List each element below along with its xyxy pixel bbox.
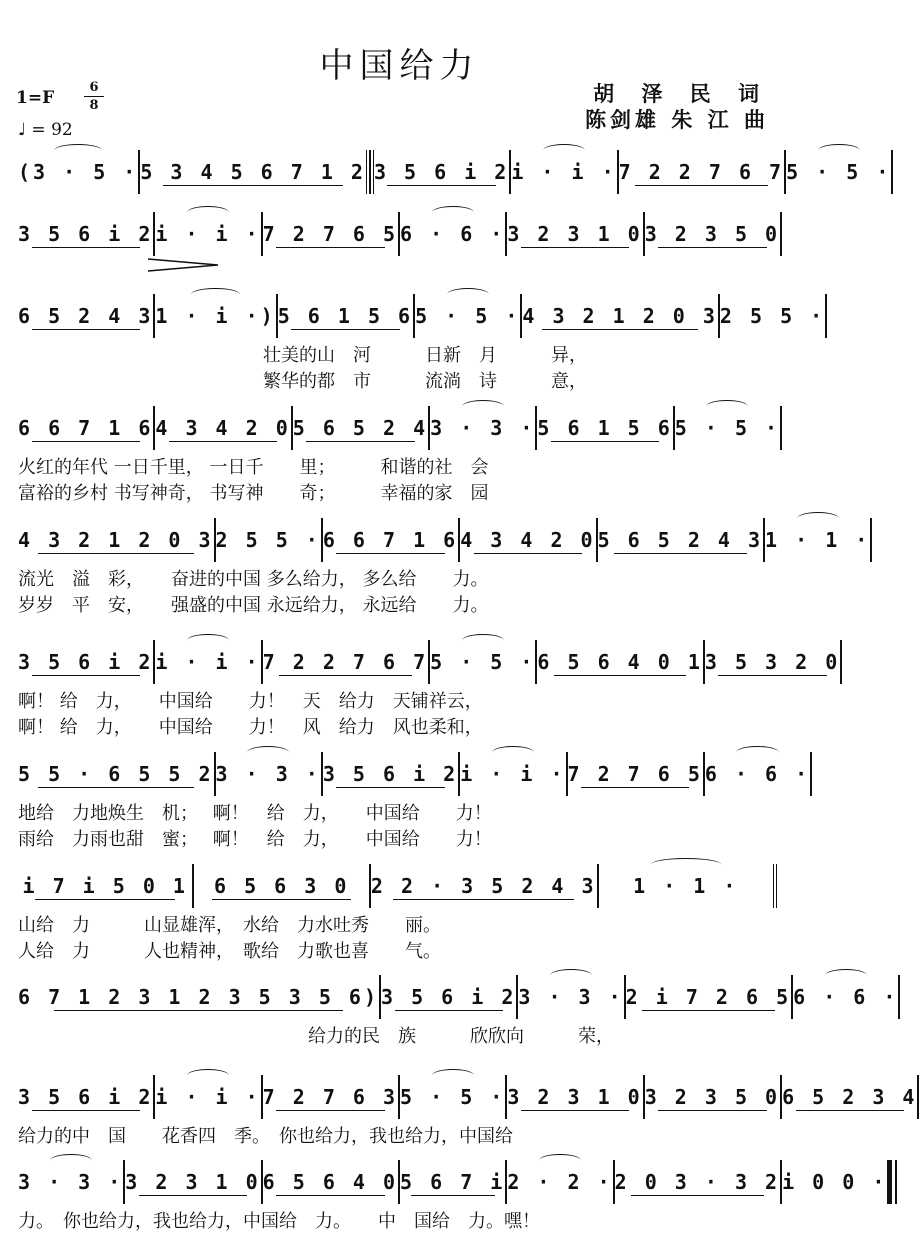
measure-notes: 5 · 5 · xyxy=(415,304,521,328)
lyric-line xyxy=(18,1208,777,1232)
measure xyxy=(323,752,460,796)
lyric-text: 火红的年代 一日千里， 一日千 里； 和谐的社 会 xyxy=(18,457,489,478)
score-system xyxy=(0,294,826,394)
measure-notes: 2 · 2 · xyxy=(507,1170,613,1194)
measure xyxy=(263,1075,400,1119)
notation-line xyxy=(18,640,841,684)
measure-notes: 3 5 6 i 2 xyxy=(380,985,517,1009)
time-signature-denominator: 8 xyxy=(89,98,99,113)
measure xyxy=(645,1075,782,1119)
notation-line xyxy=(18,294,826,338)
measure-notes: 5 6 1 5 6 xyxy=(537,416,673,440)
measure xyxy=(720,294,827,338)
measure-notes: 6 5 6 3 0 xyxy=(213,874,350,898)
measure-notes: 6 6 7 1 6 xyxy=(18,416,154,440)
measure xyxy=(786,150,893,194)
song-title: 中国给力 xyxy=(319,46,480,86)
notation-line xyxy=(18,975,899,1019)
beam-underline xyxy=(718,675,826,676)
measure-notes: 7 2 7 6 3 xyxy=(262,1085,399,1109)
measure-notes: 6 · 6 · xyxy=(793,985,899,1009)
tie-arc xyxy=(187,1069,229,1082)
measure xyxy=(430,640,537,684)
measure-notes: 5 6 5 2 4 xyxy=(292,416,429,440)
measure-notes: 5 6 5 2 4 3 xyxy=(597,528,764,552)
notation-line xyxy=(18,1160,888,1204)
beam-underline xyxy=(581,787,689,788)
measure xyxy=(155,640,262,684)
lyric-line xyxy=(18,800,777,824)
notation-line xyxy=(18,752,811,796)
measure-notes: 1 · i ·) xyxy=(155,304,276,328)
beam-underline xyxy=(387,185,495,186)
measure xyxy=(18,150,140,194)
tie-arc xyxy=(818,144,860,157)
notation-line xyxy=(18,518,871,562)
measure-notes: 7 2 2 7 6 7 xyxy=(262,650,429,674)
measure xyxy=(537,640,704,684)
tie-arc xyxy=(543,144,585,157)
measure-notes: 2 2 · 3 5 2 4 3 xyxy=(370,874,597,898)
measure xyxy=(400,1075,507,1119)
measure-notes: 3 5 6 i 2 xyxy=(373,160,510,184)
measure-notes: 3 2 3 5 0 xyxy=(644,1085,781,1109)
lyric-line xyxy=(18,368,777,392)
measure xyxy=(645,212,782,256)
measure xyxy=(155,294,277,338)
measure-notes: 3 · 3 · xyxy=(430,416,536,440)
beam-underline xyxy=(38,787,194,788)
measure xyxy=(511,150,618,194)
measure-notes: 7 2 2 7 6 7 xyxy=(618,160,785,184)
measure-notes: i · i · xyxy=(511,160,617,184)
tie-arc xyxy=(432,1069,474,1082)
measure xyxy=(705,752,812,796)
tie-arc xyxy=(651,858,721,871)
beam-underline xyxy=(276,247,384,248)
lyric-text: 流光 溢 彩， 奋进的中国 多么给力， 多么给 力。 xyxy=(18,569,489,590)
measure xyxy=(619,150,786,194)
measure xyxy=(400,212,507,256)
lyric-line xyxy=(18,912,777,936)
beam-underline xyxy=(32,675,140,676)
measure xyxy=(155,406,292,450)
tie-arc xyxy=(550,969,592,982)
measure-notes: 6 5 6 4 0 xyxy=(262,1170,399,1194)
lyric-line xyxy=(18,1023,777,1047)
measure xyxy=(371,864,599,908)
measure xyxy=(675,406,782,450)
measure-notes: 3 · 3 · xyxy=(518,985,624,1009)
lyric-line xyxy=(18,938,777,962)
measure-notes: 6 · 6 · xyxy=(704,762,811,786)
tie-arc xyxy=(462,400,504,413)
measure xyxy=(793,975,900,1019)
beam-underline xyxy=(139,1195,247,1196)
measure-notes: 5 · 5 · xyxy=(430,650,536,674)
lyric-text: 地给 力地焕生 机； 啊！ 给 力， 中国给 力！ xyxy=(18,803,492,824)
measure-notes: 6 5 2 4 3 xyxy=(18,304,154,328)
measure xyxy=(18,640,155,684)
beam-underline xyxy=(32,247,140,248)
measure-notes: 3 2 3 5 0 xyxy=(644,222,781,246)
notation-line xyxy=(18,864,777,908)
lyric-text: 壮美的山 河 日新 月 异， xyxy=(263,345,587,366)
beam-underline xyxy=(32,329,140,330)
beam-underline xyxy=(38,553,194,554)
beam-underline xyxy=(32,441,140,442)
notation-line xyxy=(18,1075,918,1119)
measure-notes: 3 2 3 1 0 xyxy=(125,1170,261,1194)
notation-line xyxy=(18,406,781,450)
measure-notes: 4 3 2 1 2 0 3 xyxy=(522,304,718,328)
score-system xyxy=(0,975,899,1075)
measure-notes: 3 2 3 1 0 xyxy=(507,222,643,246)
measure-notes: 3 5 6 i 2 xyxy=(18,1085,154,1109)
lyric-text: 给力的民 族 欣欣向 荣， xyxy=(308,1026,614,1047)
measure xyxy=(278,294,415,338)
measure-notes: 6 5 6 4 0 1 xyxy=(537,650,703,674)
lyric-text: 人给 力 人也精神， 歌给 力歌也喜 气。 xyxy=(18,941,441,962)
tie-arc xyxy=(797,512,839,525)
tie-arc xyxy=(706,400,748,413)
measure xyxy=(155,212,262,256)
beam-underline xyxy=(551,441,659,442)
tie-arc xyxy=(462,634,504,647)
beam-underline xyxy=(635,185,767,186)
measure xyxy=(430,406,537,450)
tie-arc xyxy=(736,746,778,759)
measure-notes: 5 · 5 · xyxy=(786,160,892,184)
tie-arc xyxy=(825,969,867,982)
score-system xyxy=(0,640,841,740)
measure xyxy=(18,1075,155,1119)
measure-notes: 3 2 3 1 0 xyxy=(507,1085,643,1109)
beam-underline xyxy=(542,329,698,330)
lyric-text: 啊！ 给 力， 中国给 力！ 风 给力 风也柔和， xyxy=(18,717,483,738)
score-system xyxy=(0,752,811,852)
beam-underline xyxy=(521,247,629,248)
time-signature-numerator: 6 xyxy=(89,80,99,95)
lyric-line xyxy=(18,714,777,738)
measure-notes: 3 5 6 i 2 xyxy=(18,650,154,674)
composer-credit: 陈剑雄 朱 江 曲 xyxy=(585,108,769,132)
measure-notes: i · i · xyxy=(155,222,261,246)
measure xyxy=(263,212,400,256)
beam-underline xyxy=(306,441,414,442)
measure xyxy=(460,752,567,796)
measure-notes: i 0 0 · xyxy=(782,1170,888,1194)
measure-notes: i · i · xyxy=(155,650,261,674)
measure xyxy=(155,1075,262,1119)
beam-underline xyxy=(276,1110,384,1111)
lyric-text: 啊！ 给 力， 中国给 力！ 天 给力 天铺祥云， xyxy=(18,691,483,712)
measure xyxy=(18,864,194,908)
measure xyxy=(507,1160,614,1204)
measure xyxy=(18,975,381,1019)
beam-underline xyxy=(642,1010,774,1011)
lyric-text: 力。 你也给力，我也给力，中国给 力。 中 国给 力。嘿！ xyxy=(18,1211,540,1232)
measure-notes: 5 6 7 i xyxy=(400,1170,506,1194)
measure-notes: i · i · xyxy=(460,762,566,786)
beam-underline xyxy=(35,899,175,900)
notation-line xyxy=(18,150,892,194)
lyric-text: 山给 力 山显雄浑， 水给 力水吐秀 丽。 xyxy=(18,915,441,936)
measure xyxy=(18,1160,125,1204)
beam-underline xyxy=(279,675,411,676)
tie-arc xyxy=(50,1154,92,1167)
beam-underline xyxy=(212,899,352,900)
measure xyxy=(615,1160,782,1204)
measure-notes: 3 · 3 · xyxy=(215,762,321,786)
score-system xyxy=(0,406,799,506)
beam-underline xyxy=(521,1110,629,1111)
beam-underline xyxy=(554,675,686,676)
measure-notes: i 7 i 5 0 1 xyxy=(22,874,188,898)
measure xyxy=(765,518,872,562)
beam-underline xyxy=(395,1010,503,1011)
measure-notes: 3 5 3 2 0 xyxy=(704,650,841,674)
lyric-line xyxy=(18,592,777,616)
measure-notes: 7 2 7 6 5 xyxy=(262,222,399,246)
lyric-line xyxy=(18,1123,777,1147)
beam-underline xyxy=(291,329,399,330)
lyric-text: 富裕的乡村 书写神奇， 书写神 奇； 幸福的家 园 xyxy=(18,483,489,504)
beam-underline xyxy=(658,1110,766,1111)
beam-underline xyxy=(614,553,746,554)
measure xyxy=(323,518,460,562)
measure-notes: 6 6 7 1 6 xyxy=(322,528,459,552)
lyric-line xyxy=(18,480,777,504)
beam-underline xyxy=(658,247,766,248)
tempo-marking: ♩ = 92 xyxy=(18,120,73,140)
beam-underline xyxy=(54,1010,343,1011)
tie-arc xyxy=(432,206,474,219)
measure xyxy=(194,864,370,908)
measure xyxy=(125,1160,262,1204)
measure xyxy=(18,518,216,562)
measure-notes: 1 · 1 · xyxy=(633,874,739,898)
measure xyxy=(507,212,644,256)
tie-arc xyxy=(187,206,229,219)
measure-notes: 5 5 · 6 5 5 2 xyxy=(18,762,214,786)
measure xyxy=(537,406,674,450)
measure-notes: 5 6 1 5 6 xyxy=(277,304,414,328)
measure-notes: 4 3 4 2 0 xyxy=(460,528,596,552)
lyric-line xyxy=(18,342,777,366)
measure-notes: 3 · 3 · xyxy=(18,1170,124,1194)
measure xyxy=(400,1160,507,1204)
measure xyxy=(518,975,625,1019)
measure-notes: 5 3 4 5 6 7 1 2 xyxy=(140,160,366,184)
measure-notes: 5 · 5 · xyxy=(674,416,781,440)
score-system xyxy=(0,864,799,964)
decrescendo-mark xyxy=(148,258,218,272)
measure xyxy=(568,752,705,796)
measure xyxy=(18,406,155,450)
measure xyxy=(381,975,518,1019)
measure-notes: 7 2 7 6 5 xyxy=(567,762,703,786)
lyric-text: 岁岁 平 安， 强盛的中国 永远给力， 永远给 力。 xyxy=(18,595,489,616)
measure-notes: 2 5 5 · xyxy=(215,528,321,552)
tie-arc xyxy=(539,1154,581,1167)
measure-notes: 5 · 5 · xyxy=(400,1085,506,1109)
measure-notes: 3 5 6 i 2 xyxy=(322,762,459,786)
lyric-line xyxy=(18,454,777,478)
lyric-text: 雨给 力雨也甜 蜜； 啊！ 给 力， 中国给 力！ xyxy=(18,829,492,850)
measure xyxy=(598,518,765,562)
beam-underline xyxy=(276,1195,384,1196)
lyric-line xyxy=(18,566,777,590)
beam-underline xyxy=(631,1195,763,1196)
score-system xyxy=(0,1160,888,1260)
measure xyxy=(460,518,597,562)
beam-underline xyxy=(393,899,574,900)
measure-notes: 4 3 4 2 0 xyxy=(155,416,291,440)
beam-underline xyxy=(796,1110,904,1111)
measure xyxy=(293,406,430,450)
measure-notes: 4 3 2 1 2 0 3 xyxy=(18,528,214,552)
measure xyxy=(18,294,155,338)
tie-arc xyxy=(447,288,489,301)
lyric-line xyxy=(18,826,777,850)
measure-notes: 2 5 5 · xyxy=(719,304,826,328)
lyricist-credit: 胡 泽 民 词 xyxy=(593,82,769,106)
measure xyxy=(626,975,793,1019)
beam-underline xyxy=(474,553,582,554)
measure xyxy=(216,518,323,562)
measure xyxy=(216,752,323,796)
beam-underline xyxy=(169,441,277,442)
measure xyxy=(263,1160,400,1204)
measure-notes: 3 5 6 i 2 xyxy=(18,222,154,246)
tie-arc xyxy=(191,288,239,301)
measure xyxy=(782,1160,892,1204)
measure-notes: 6 · 6 · xyxy=(400,222,506,246)
lyric-line xyxy=(18,688,777,712)
tie-arc xyxy=(187,634,229,647)
measure-notes: 2 i 7 2 6 5 xyxy=(625,985,792,1009)
measure xyxy=(599,864,777,908)
measure-notes: 6 5 2 3 4 xyxy=(782,1085,918,1109)
measure-notes: 6 7 1 2 3 1 2 3 5 3 5 6) xyxy=(18,985,379,1009)
lyric-text: 繁华的都 市 流淌 诗 意， xyxy=(263,371,587,392)
score-system xyxy=(0,518,871,618)
measure-notes: i · i · xyxy=(155,1085,261,1109)
measure xyxy=(507,1075,644,1119)
tie-arc xyxy=(247,746,289,759)
measure-notes: (3 · 5 · xyxy=(18,160,139,184)
measure-notes: 2 0 3 · 3 2 xyxy=(614,1170,781,1194)
beam-underline xyxy=(163,185,344,186)
measure xyxy=(415,294,522,338)
key-signature: 1=F xyxy=(16,88,55,108)
notation-line xyxy=(18,212,781,256)
measure xyxy=(782,1075,919,1119)
measure xyxy=(18,752,216,796)
measure-notes: 1 · 1 · xyxy=(765,528,871,552)
measure xyxy=(705,640,842,684)
beam-underline xyxy=(336,787,444,788)
lyric-text: 给力的中 国 花香四 季。 你也给力，我也给力，中国给 xyxy=(18,1126,513,1147)
measure xyxy=(263,640,430,684)
measure xyxy=(140,150,370,194)
measure xyxy=(370,150,511,194)
tie-arc xyxy=(492,746,534,759)
measure xyxy=(18,212,155,256)
beam-underline xyxy=(336,553,444,554)
beam-underline xyxy=(411,1195,495,1196)
measure xyxy=(522,294,720,338)
beam-underline xyxy=(32,1110,140,1111)
tie-arc xyxy=(54,144,102,157)
time-signature xyxy=(84,80,104,113)
